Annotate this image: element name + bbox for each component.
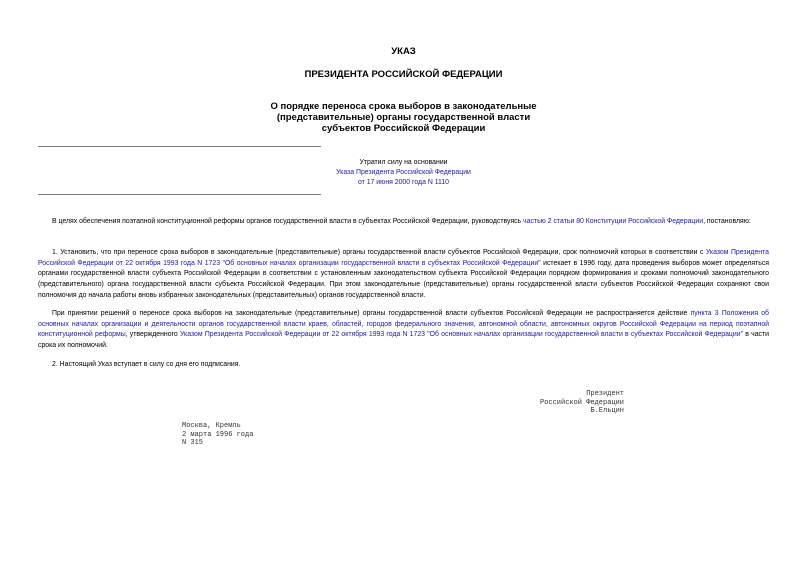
repeal-decree-link[interactable]: Указа Президента Российской Федерации [336, 169, 471, 176]
signature-country: Российской Федерации [539, 398, 624, 407]
decree-1723-link[interactable]: Указом Президента Российской Федерации от 22 октября 1993 года N 1723 "Об основных началах организации государственной власти в субъектах Российской Федерации" [38, 249, 769, 267]
constitution-article-link[interactable]: частью 2 статьи 80 Конституции Российской Федерации [523, 218, 704, 225]
status-note: Утратил силу на основании [359, 159, 448, 166]
decree-number: N 315 [182, 439, 204, 447]
decree-issuer: ПРЕЗИДЕНТА РОССИЙСКОЙ ФЕДЕРАЦИИ [304, 69, 503, 80]
paragraph-1: 1. Установить, что при переносе срока выборов в законодательные (представительные) органы государственной власти субъектов Российской Федерации, срок полномочий которых в соответствии с Указом Президента Российской Федерации от 22 октября 1993 года N 1723 "Об основных началах организации государственной власти в субъектах Российской Федерации" истекает в 1996 году, дата проведения выборов может определяться органами государственной власти субъекта Российской Федерации в соответствии с установленным законодательством субъекта Российской Федерации порядком формирования и сроками полномочий законодательного (представительного) органа государственной власти субъекта Российской Федерации. При этом законодательные (представительные) органы государственной власти субъектов Российской Федерации сохраняют свои полномочия до начала работы вновь избранных законодательных (представительных) органов государственной власти. [38, 249, 769, 299]
signature-name: Б.Ельцин [590, 407, 624, 415]
repeal-decree-date-link[interactable]: от 17 июня 2000 года N 1110 [357, 179, 450, 186]
decree-subject-line-2: (представительные) органы государственной власти [276, 112, 531, 123]
paragraph-1-continuation: При принятии решений о переносе срока выборов на законодательные (представительные) органы государственной власти субъектов Российской Федерации не распространяется действие пункта 3 Положения об основных началах организации и деятельности органов государственной власти краев, областей, городов федерального значения, автономной области, автономных округов Российской Федерации на период поэтапной конституционной реформы, утвержденного Указом Президента Российской Федерации от 22 октября 1993 года N 1723 "Об основных началах организации государственной власти в субъектах Российской Федерации" в части срока их полномочий. [38, 310, 769, 350]
decree-title: УКАЗ [391, 46, 416, 57]
decree-subject-line-3: субъектов Российской Федерации [321, 123, 486, 134]
decree-subject-line-1: О порядке переноса срока выборов в законодательные [270, 101, 537, 112]
signature-title: Президент [586, 390, 624, 398]
divider-bottom [38, 194, 321, 195]
paragraph-2: 2. Настоящий Указ вступает в силу со дня его подписания. [52, 361, 241, 368]
divider-top [38, 146, 321, 147]
decree-1723-link-2[interactable]: Указом Президента Российской Федерации от 22 октября 1993 года N 1723 "Об основных началах организации государственной власти в субъектах Российской Федерации" [179, 331, 744, 339]
place-of-signing: Москва, Кремль [182, 422, 241, 430]
date-of-signing: 2 марта 1996 года [182, 430, 254, 439]
regulation-point-3-link[interactable]: пункта 3 Положения об основных началах организации и деятельности органов государственной власти краев, областей, городов федерального значения, автономной области, автономных округов Российской Федерации на период поэтапной конституционной реформы [38, 310, 769, 339]
preamble-paragraph: В целях обеспечения поэтапной конституционной реформы органов государственной власти в субъектах Российской Федерации, руководствуясь частью 2 статьи 80 Конституции Российской Федерации, постановляю: [52, 218, 751, 225]
